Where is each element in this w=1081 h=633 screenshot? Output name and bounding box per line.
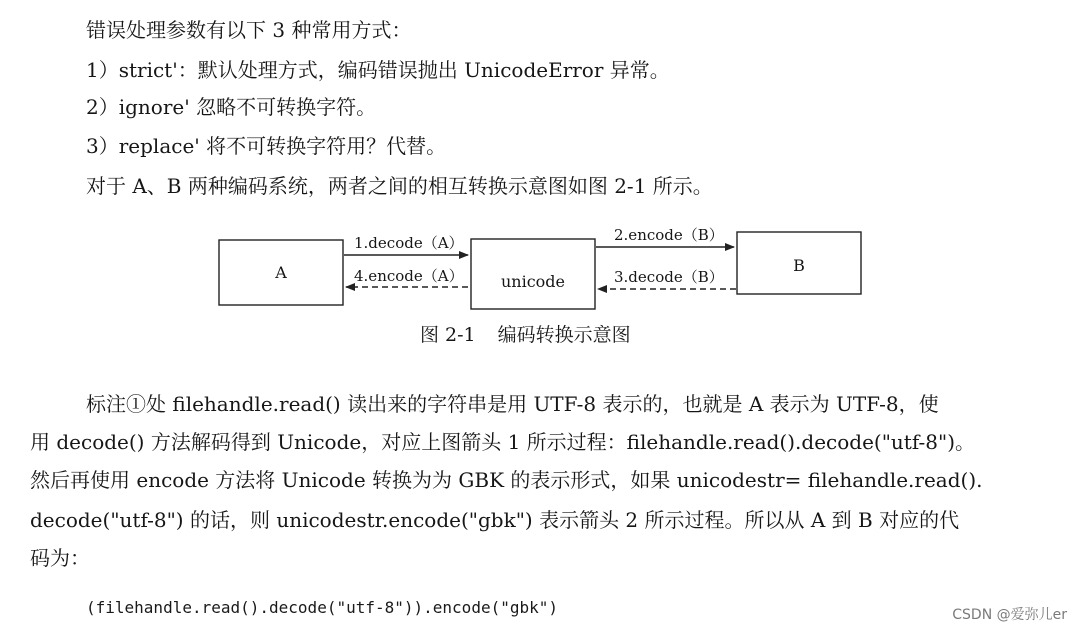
body-line-5: 码为：	[30, 546, 90, 570]
list-item-strict: 1）strict'：默认处理方式，编码错误抛出 UnicodeError 异常。	[86, 58, 670, 82]
body-line-3: 然后再使用 encode 方法将 Unicode 转换为为 GBK 的表示形式，如果 unicodestr= filehandle.read().	[30, 468, 983, 492]
arrow-2-label: 2.encode（B）	[614, 226, 724, 244]
figure-caption	[420, 322, 631, 348]
intro-summary: 对于 A、B 两种编码系统，两者之间的相互转换示意图如图 2-1 所示。	[86, 174, 713, 198]
arrow-1-label: 1.decode（A）	[354, 234, 464, 252]
figure-caption-number: 图 2-1	[420, 324, 476, 346]
body-line-1: 标注①处 filehandle.read() 读出来的字符串是用 UTF-8 表示的，也就是 A 表示为 UTF-8，使	[86, 392, 939, 416]
box-unicode-label: unicode	[500, 272, 566, 291]
list-item-replace: 3）replace' 将不可转换字符用？代替。	[86, 134, 447, 158]
box-b-label: B	[793, 256, 805, 275]
body-line-2: 用 decode() 方法解码得到 Unicode，对应上图箭头 1 所示过程：filehandle.read().decode("utf-8")。	[30, 430, 975, 454]
code-snippet: (filehandle.read().decode("utf-8")).encode("gbk")	[86, 598, 559, 617]
list-item-ignore: 2）ignore' 忽略不可转换字符。	[86, 95, 377, 119]
csdn-watermark: CSDN @爱弥儿er	[952, 607, 1067, 623]
figure-caption-text: 编码转换示意图	[497, 324, 631, 346]
box-a-label: A	[275, 263, 287, 282]
body-line-4: decode("utf-8") 的话，则 unicodestr.encode("gbk") 表示箭头 2 所示过程。所以从 A 到 B 对应的代	[30, 508, 960, 532]
intro-heading: 错误处理参数有以下 3 种常用方式：	[86, 18, 412, 42]
arrow-3-label: 3.decode（B）	[614, 268, 724, 286]
arrow-4-label: 4.encode（A）	[354, 267, 464, 285]
